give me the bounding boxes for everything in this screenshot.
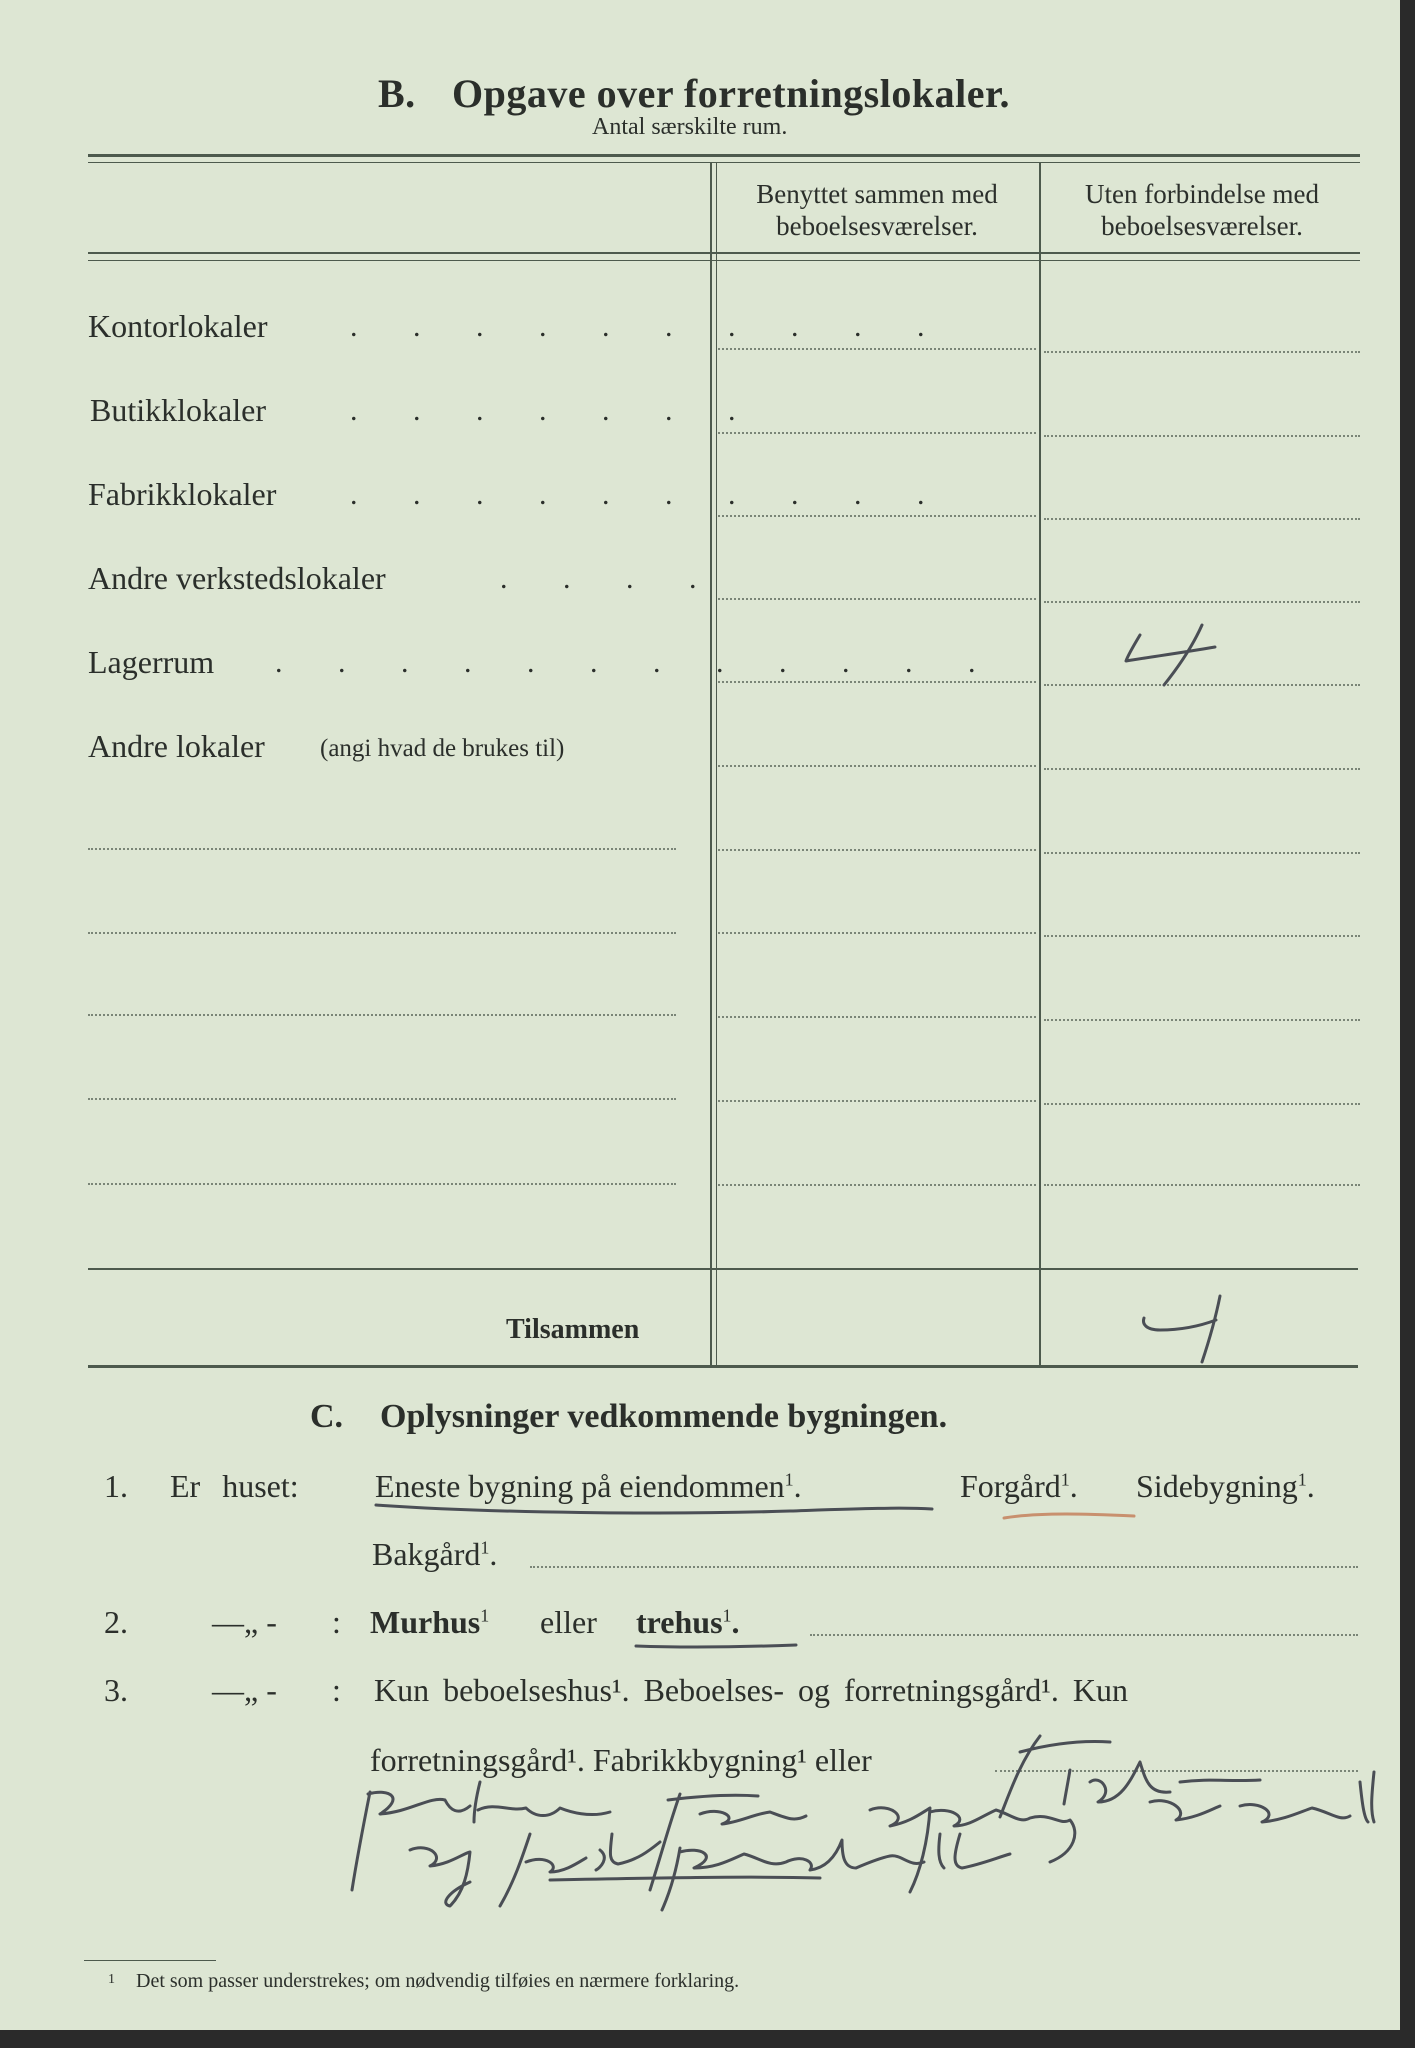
q2-option-murhus-label: Murhus — [370, 1604, 481, 1640]
section-b-subtitle: Antal særskilte rum. — [592, 114, 788, 140]
cell-line-col1 — [718, 849, 1036, 851]
cell-line-col2 — [1044, 518, 1360, 520]
cell-line-col1 — [718, 765, 1036, 767]
q3-options-line-1: Kun beboelseshus¹. Beboelses- og forretningsgård¹. Kun — [374, 1672, 1128, 1708]
q2-option-trehus-label: trehus — [636, 1604, 723, 1640]
row-label-fabrikklokaler: Fabrikklokaler — [88, 476, 277, 512]
leader-dots: . . . . — [500, 562, 721, 595]
q1-answer-line — [530, 1566, 1358, 1568]
q2-option-trehus: trehus$^1$. — [636, 1604, 740, 1640]
q1-option-bakgard: Bakgård$^1$. — [372, 1536, 498, 1572]
blank-line-other — [88, 1014, 676, 1016]
q2-answer-line — [810, 1634, 1358, 1636]
handwritten-total-value — [1130, 1290, 1250, 1370]
cell-line-col1 — [718, 515, 1036, 517]
cell-line-col1 — [718, 598, 1036, 600]
column-divider-mid — [1039, 162, 1041, 1365]
question-1-lead: Er huset: — [170, 1468, 299, 1504]
question-3-number: 3. — [104, 1672, 128, 1708]
row-note-andre-lokaler: (angi hvad de brukes til) — [320, 735, 565, 762]
cell-line-col1 — [718, 1100, 1036, 1102]
cell-line-col2 — [1044, 1019, 1360, 1021]
handwritten-underline-eneste — [370, 1495, 940, 1525]
cell-line-col2 — [1044, 435, 1360, 437]
header-bottom-rule-2 — [88, 260, 1360, 261]
question-1-number: 1. — [104, 1468, 128, 1504]
blank-line-other — [88, 1183, 676, 1185]
q1-option-sidebygning: Sidebygning$^1$. — [1136, 1468, 1315, 1504]
total-top-rule — [88, 1268, 1358, 1270]
header-bottom-rule — [88, 252, 1360, 254]
table-top-rule — [88, 154, 1360, 157]
total-label: Tilsammen — [506, 1314, 640, 1345]
q1-option-forgard: Forgård$^1$. — [960, 1468, 1078, 1504]
handwritten-lagerrum-value — [1120, 615, 1240, 695]
cell-line-col2 — [1044, 351, 1360, 353]
cell-line-col1 — [718, 932, 1036, 934]
cell-line-col1 — [718, 681, 1036, 683]
handwritten-underline-trehus — [632, 1638, 802, 1654]
question-2-lead: —„ - — [212, 1604, 277, 1640]
cell-line-col2 — [1044, 768, 1360, 770]
cell-line-col1 — [718, 1016, 1036, 1018]
section-b-title: Opgave over forretningslokaler. — [452, 71, 1011, 116]
leader-dots: . . . . . . . . . . — [350, 310, 949, 343]
row-label-andre-lokaler: Andre lokaler — [88, 728, 265, 764]
footnote-text: Det som passer understrekes; om nødvendig tilføies en nærmere forklaring. — [136, 1970, 740, 1992]
cell-line-col2 — [1044, 852, 1360, 854]
leader-dots: . . . . . . . . . . . . — [275, 646, 1000, 679]
q1-option-eneste-label: Eneste bygning på eiendommen — [375, 1468, 785, 1504]
q1-option-eneste: Eneste bygning på eiendommen$^1$. — [375, 1468, 802, 1504]
row-label-andre-verkstedslokaler: Andre verkstedslokaler — [88, 560, 386, 596]
row-label-butikklokaler: Butikklokaler — [90, 392, 266, 428]
q2-option-murhus: Murhus$^1$ — [370, 1604, 490, 1640]
question-2-number: 2. — [104, 1604, 128, 1640]
cell-line-col2 — [1044, 601, 1360, 603]
handwritten-mark-forgard — [1000, 1508, 1140, 1528]
leader-dots: . . . . . . . — [350, 394, 760, 427]
cell-line-col2 — [1044, 1103, 1360, 1105]
footnote-mark: 1 — [108, 1972, 115, 1987]
section-b-letter: B. — [378, 71, 416, 116]
table-top-rule-2 — [88, 162, 1360, 163]
cell-line-col1 — [718, 1184, 1036, 1186]
cell-line-col1 — [718, 348, 1036, 350]
cell-line-col1 — [718, 432, 1036, 434]
q2-eller: eller — [540, 1604, 597, 1640]
q1-option-bakgard-label: Bakgård — [372, 1536, 481, 1572]
cell-line-col2 — [1044, 1184, 1360, 1186]
blank-line-other — [88, 1098, 676, 1100]
blank-line-other — [88, 932, 676, 934]
section-c-letter: C. — [310, 1398, 344, 1435]
blank-line-other — [88, 848, 676, 850]
column-header-without-dwelling: Uten forbindelse med beboelsesværelser. — [1085, 179, 1319, 241]
question-2-colon: : — [332, 1604, 341, 1640]
footnote-rule — [84, 1960, 216, 1961]
row-label-lagerrum: Lagerrum — [88, 644, 215, 680]
q3-options-line-2: forretningsgård¹. Fabrikkbygning¹ eller — [370, 1742, 872, 1778]
q1-option-forgard-label: Forgård — [960, 1468, 1061, 1504]
row-label-kontorlokaler: Kontorlokaler — [88, 308, 268, 344]
question-3-colon: : — [332, 1672, 341, 1708]
section-c-title: Oplysninger vedkommende bygningen. — [380, 1398, 948, 1435]
leader-dots: . . . . . . . . . . — [350, 478, 949, 511]
column-header-with-dwelling: Benyttet sammen med beboelsesværelser. — [756, 179, 998, 241]
q1-option-sidebygning-label: Sidebygning — [1136, 1468, 1298, 1504]
cell-line-col2 — [1044, 935, 1360, 937]
question-3-lead: —„ - — [212, 1672, 277, 1708]
handwritten-q3-answer — [350, 1722, 1390, 1912]
